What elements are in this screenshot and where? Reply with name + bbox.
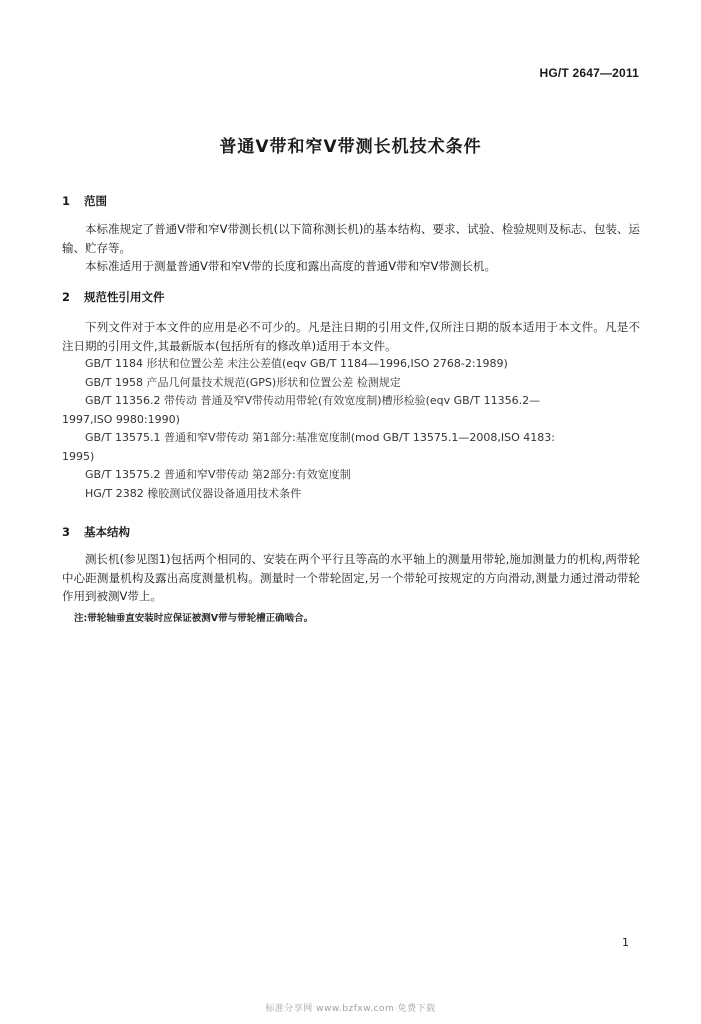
section-normative-references-body	[62, 318, 640, 503]
reference-item: GB/T 1184 形状和位置公差 未注公差值(eqv GB/T 1184—1996,ISO 2768-2:1989)	[85, 357, 508, 370]
section-basic-structure	[62, 524, 640, 540]
paragraph: 本标准规定了普通V带和窄V带测长机(以下简称测长机)的基本结构、要求、试验、检验规则及标志、包装、运输、贮存等。	[62, 222, 640, 255]
footer-watermark: 标准分享网 www.bzfxw.com 免费下载	[265, 1004, 436, 1014]
standard-code: HG/T 2647—2011	[539, 66, 639, 80]
note: 注:带轮轴垂直安装时应保证被测V带与带轮槽正确啮合。	[74, 612, 314, 624]
section-number: 2	[62, 290, 71, 304]
reference-item: GB/T 1958 产品几何量技术规范(GPS)形状和位置公差 检测规定	[85, 375, 401, 389]
paragraph: 下列文件对于本文件的应用是必不可少的。凡是注日期的引用文件,仅所注日期的版本适用于本文件。凡是不注日期的引用文件,其最新版本(包括所有的修改单)适用于本文件。	[62, 320, 640, 353]
section-number: 3	[62, 525, 71, 539]
section-scope-body	[62, 220, 640, 276]
section-heading	[62, 289, 640, 305]
reference-item: HG/T 2382 橡胶测试仪器设备通用技术条件	[85, 486, 302, 500]
section-title: 范围	[84, 194, 107, 208]
section-number: 1	[62, 194, 71, 208]
section-normative-references	[62, 289, 640, 305]
section-scope	[62, 193, 640, 209]
paragraph: 本标准适用于测量普通V带和窄V带的长度和露出高度的普通V带和窄V带测长机。	[85, 259, 496, 273]
reference-item: GB/T 13575.1 普通和窄V带传动 第1部分:基准宽度制(mod GB/T 13575.1—2008,ISO 4183:	[85, 431, 555, 444]
section-basic-structure-body	[62, 550, 640, 626]
reference-item: GB/T 11356.2 带传动 普通及窄V带传动用带轮(有效宽度制)槽形检验(eqv GB/T 11356.2—	[85, 394, 541, 407]
section-title: 规范性引用文件	[84, 290, 165, 304]
section-title: 基本结构	[84, 525, 130, 539]
section-heading	[62, 524, 640, 540]
reference-item-continued: 1997,ISO 9980:1990)	[62, 412, 180, 426]
section-heading	[62, 193, 640, 209]
reference-item-continued: 1995)	[62, 449, 95, 463]
page-number: 1	[622, 936, 629, 949]
reference-item: GB/T 13575.2 普通和窄V带传动 第2部分:有效宽度制	[85, 468, 351, 481]
document-title: 普通V带和窄V带测长机技术条件	[219, 137, 482, 157]
paragraph: 测长机(参见图1)包括两个相同的、安装在两个平行且等高的水平轴上的测量用带轮,施加测量力的机构,两带轮中心距测量机构及露出高度测量机构。测量时一个带轮固定,另一个带轮可按规定的方向滑动,测量力通过滑动带轮作用到被测V带上。	[62, 552, 640, 603]
